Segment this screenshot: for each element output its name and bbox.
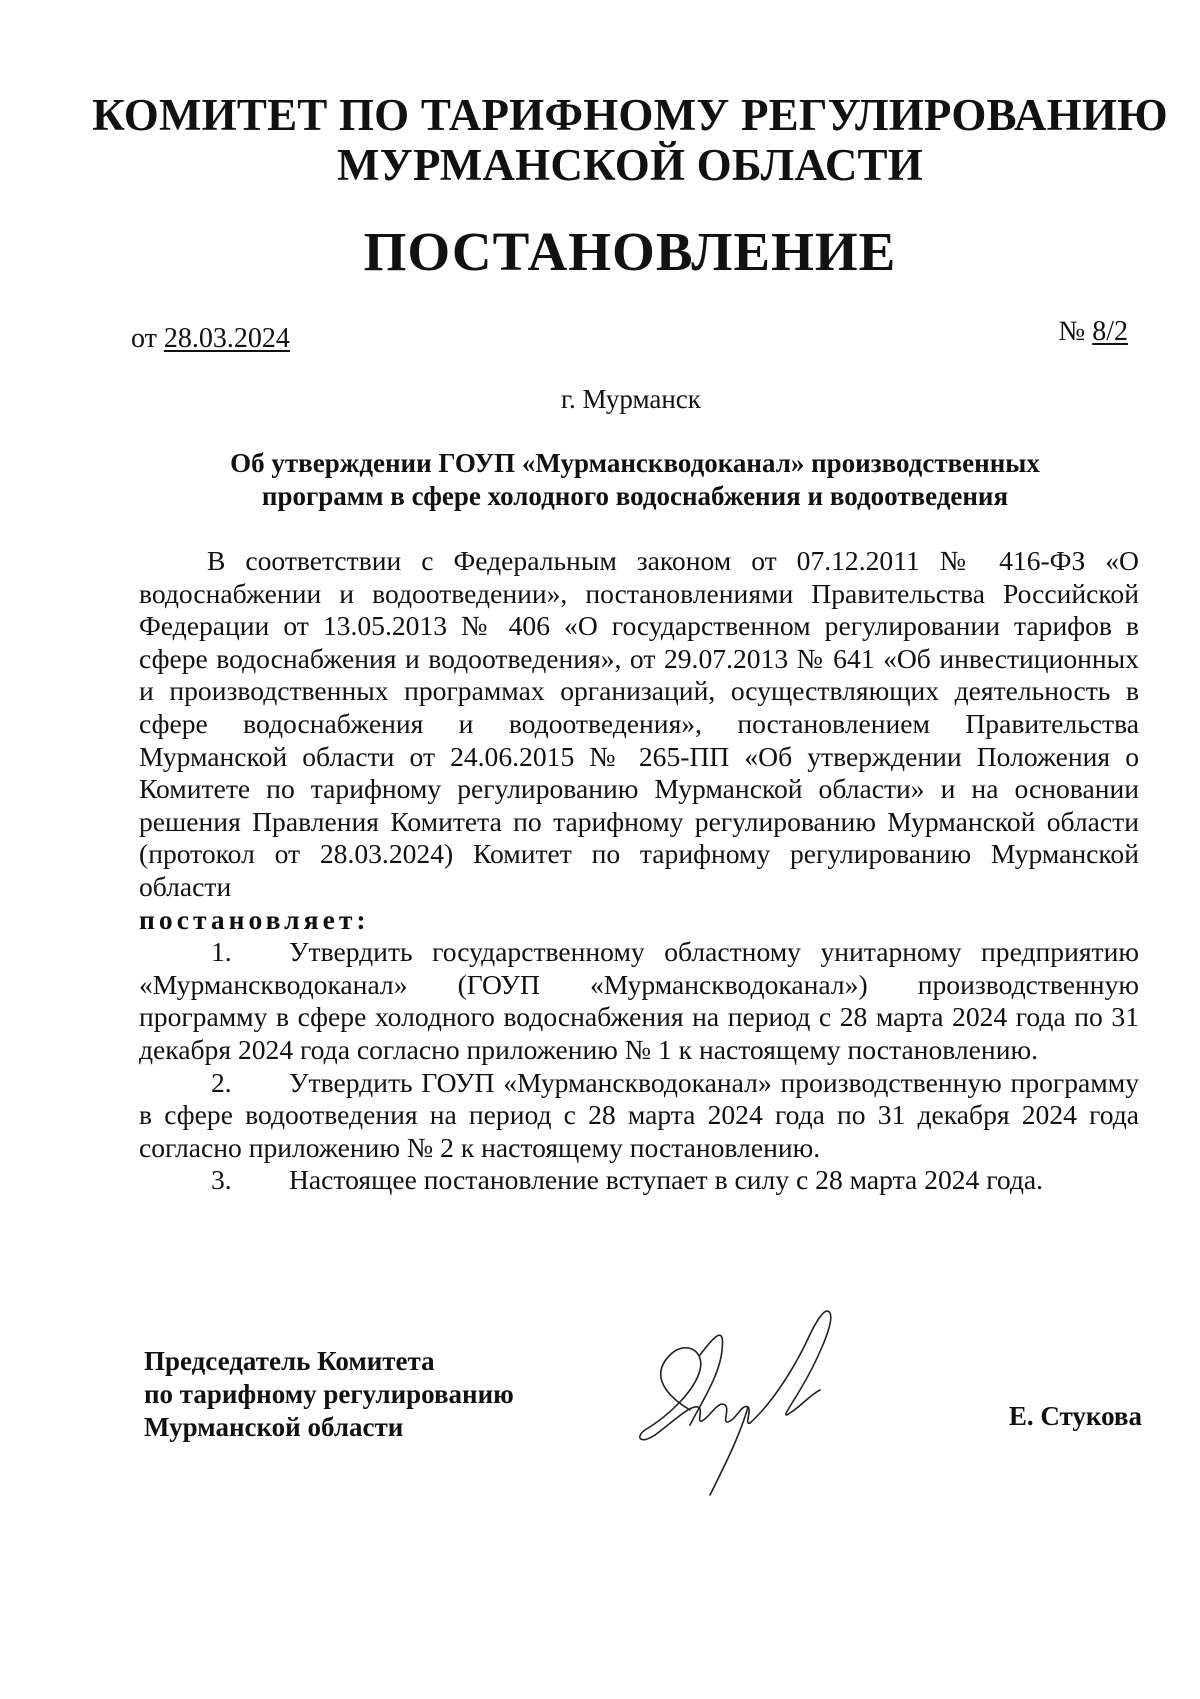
- item-text: Утвердить ГОУП «Мурманскводоканал» производственную программу в сфере водоотведения на период с 28 марта 2024 года по 31 декабря 2024 года согласно приложению № 2 к настоящему постановлению.: [139, 1066, 1139, 1163]
- signatory-name: Е. Стукова: [1008, 1401, 1142, 1431]
- subject-line-2: программ в сфере холодного водоснабжения и водоотведения: [261, 481, 1009, 511]
- subject-line-1: Об утверждении ГОУП «Мурманскводоканал» производственных: [230, 448, 1040, 478]
- position-line-1: Председатель Комитета: [144, 1346, 435, 1376]
- handwritten-signature: [630, 1295, 860, 1505]
- org-line-2: МУРМАНСКОЙ ОБЛАСТИ: [337, 140, 923, 190]
- item-number: 3.: [211, 1164, 232, 1196]
- resolution-keyword-line: [139, 904, 1139, 937]
- list-item: [139, 1067, 1139, 1165]
- item-text: Настоящее постановление вступает в силу с 28 марта 2024 года.: [289, 1164, 1044, 1196]
- item-number: 2.: [211, 1066, 232, 1098]
- position-line-3: Мурманской области: [144, 1412, 404, 1442]
- resolution-keyword: постановляет:: [139, 903, 370, 935]
- list-item: [139, 1164, 1139, 1197]
- number-value: 8/2: [1092, 316, 1128, 347]
- item-text: Утвердить государственному областному унитарному предприятию «Мурманскводоканал» (ГОУП «Мурманскводоканал») производственную программу в сфере холодного водоснабжения на период с 28 марта 2024 года по 31 декабря 2024 года согласно приложению № 1 к настоящему постановлению.: [139, 936, 1139, 1065]
- document-body: [139, 545, 1139, 1197]
- date-prefix: от: [131, 323, 164, 354]
- issuing-authority: [80, 90, 1180, 190]
- city-of-issue: г. Мурманск: [561, 384, 701, 414]
- signatory-position: [144, 1345, 514, 1444]
- item-number: 1.: [211, 936, 232, 968]
- document-number: [1059, 315, 1129, 349]
- document-date: [131, 322, 290, 356]
- document-subject: [100, 447, 1170, 513]
- position-line-2: по тарифному регулированию: [144, 1379, 514, 1409]
- number-prefix: №: [1058, 316, 1093, 347]
- list-item: [139, 936, 1139, 1066]
- preamble-paragraph: В соответствии с Федеральным законом от 07.12.2011 № 416-ФЗ «О водоснабжении и водоотведении», постановлениями Правительства Российской Федерации от 13.05.2013 № 406 «О государственном регулировании тарифов в сфере водоснабжения и водоотведения», от 29.07.2013 № 641 «Об инвестиционных и производственных программах организаций, осуществляющих деятельность в сфере водоснабжения и водоотведения», постановлением Правительства Мурманской области от 24.06.2015 № 265-ПП «Об утверждении Положения о Комитете по тарифному регулированию Мурманской области» и на основании решения Правления Комитета по тарифному регулированию Мурманской области (протокол от 28.03.2024) Комитет по тарифному регулированию Мурманской области: [139, 545, 1139, 902]
- org-line-1: КОМИТЕТ ПО ТАРИФНОМУ РЕГУЛИРОВАНИЮ: [92, 90, 1168, 140]
- date-value: 28.03.2024: [163, 323, 290, 354]
- document-type-title: ПОСТАНОВЛЕНИЕ: [363, 221, 897, 282]
